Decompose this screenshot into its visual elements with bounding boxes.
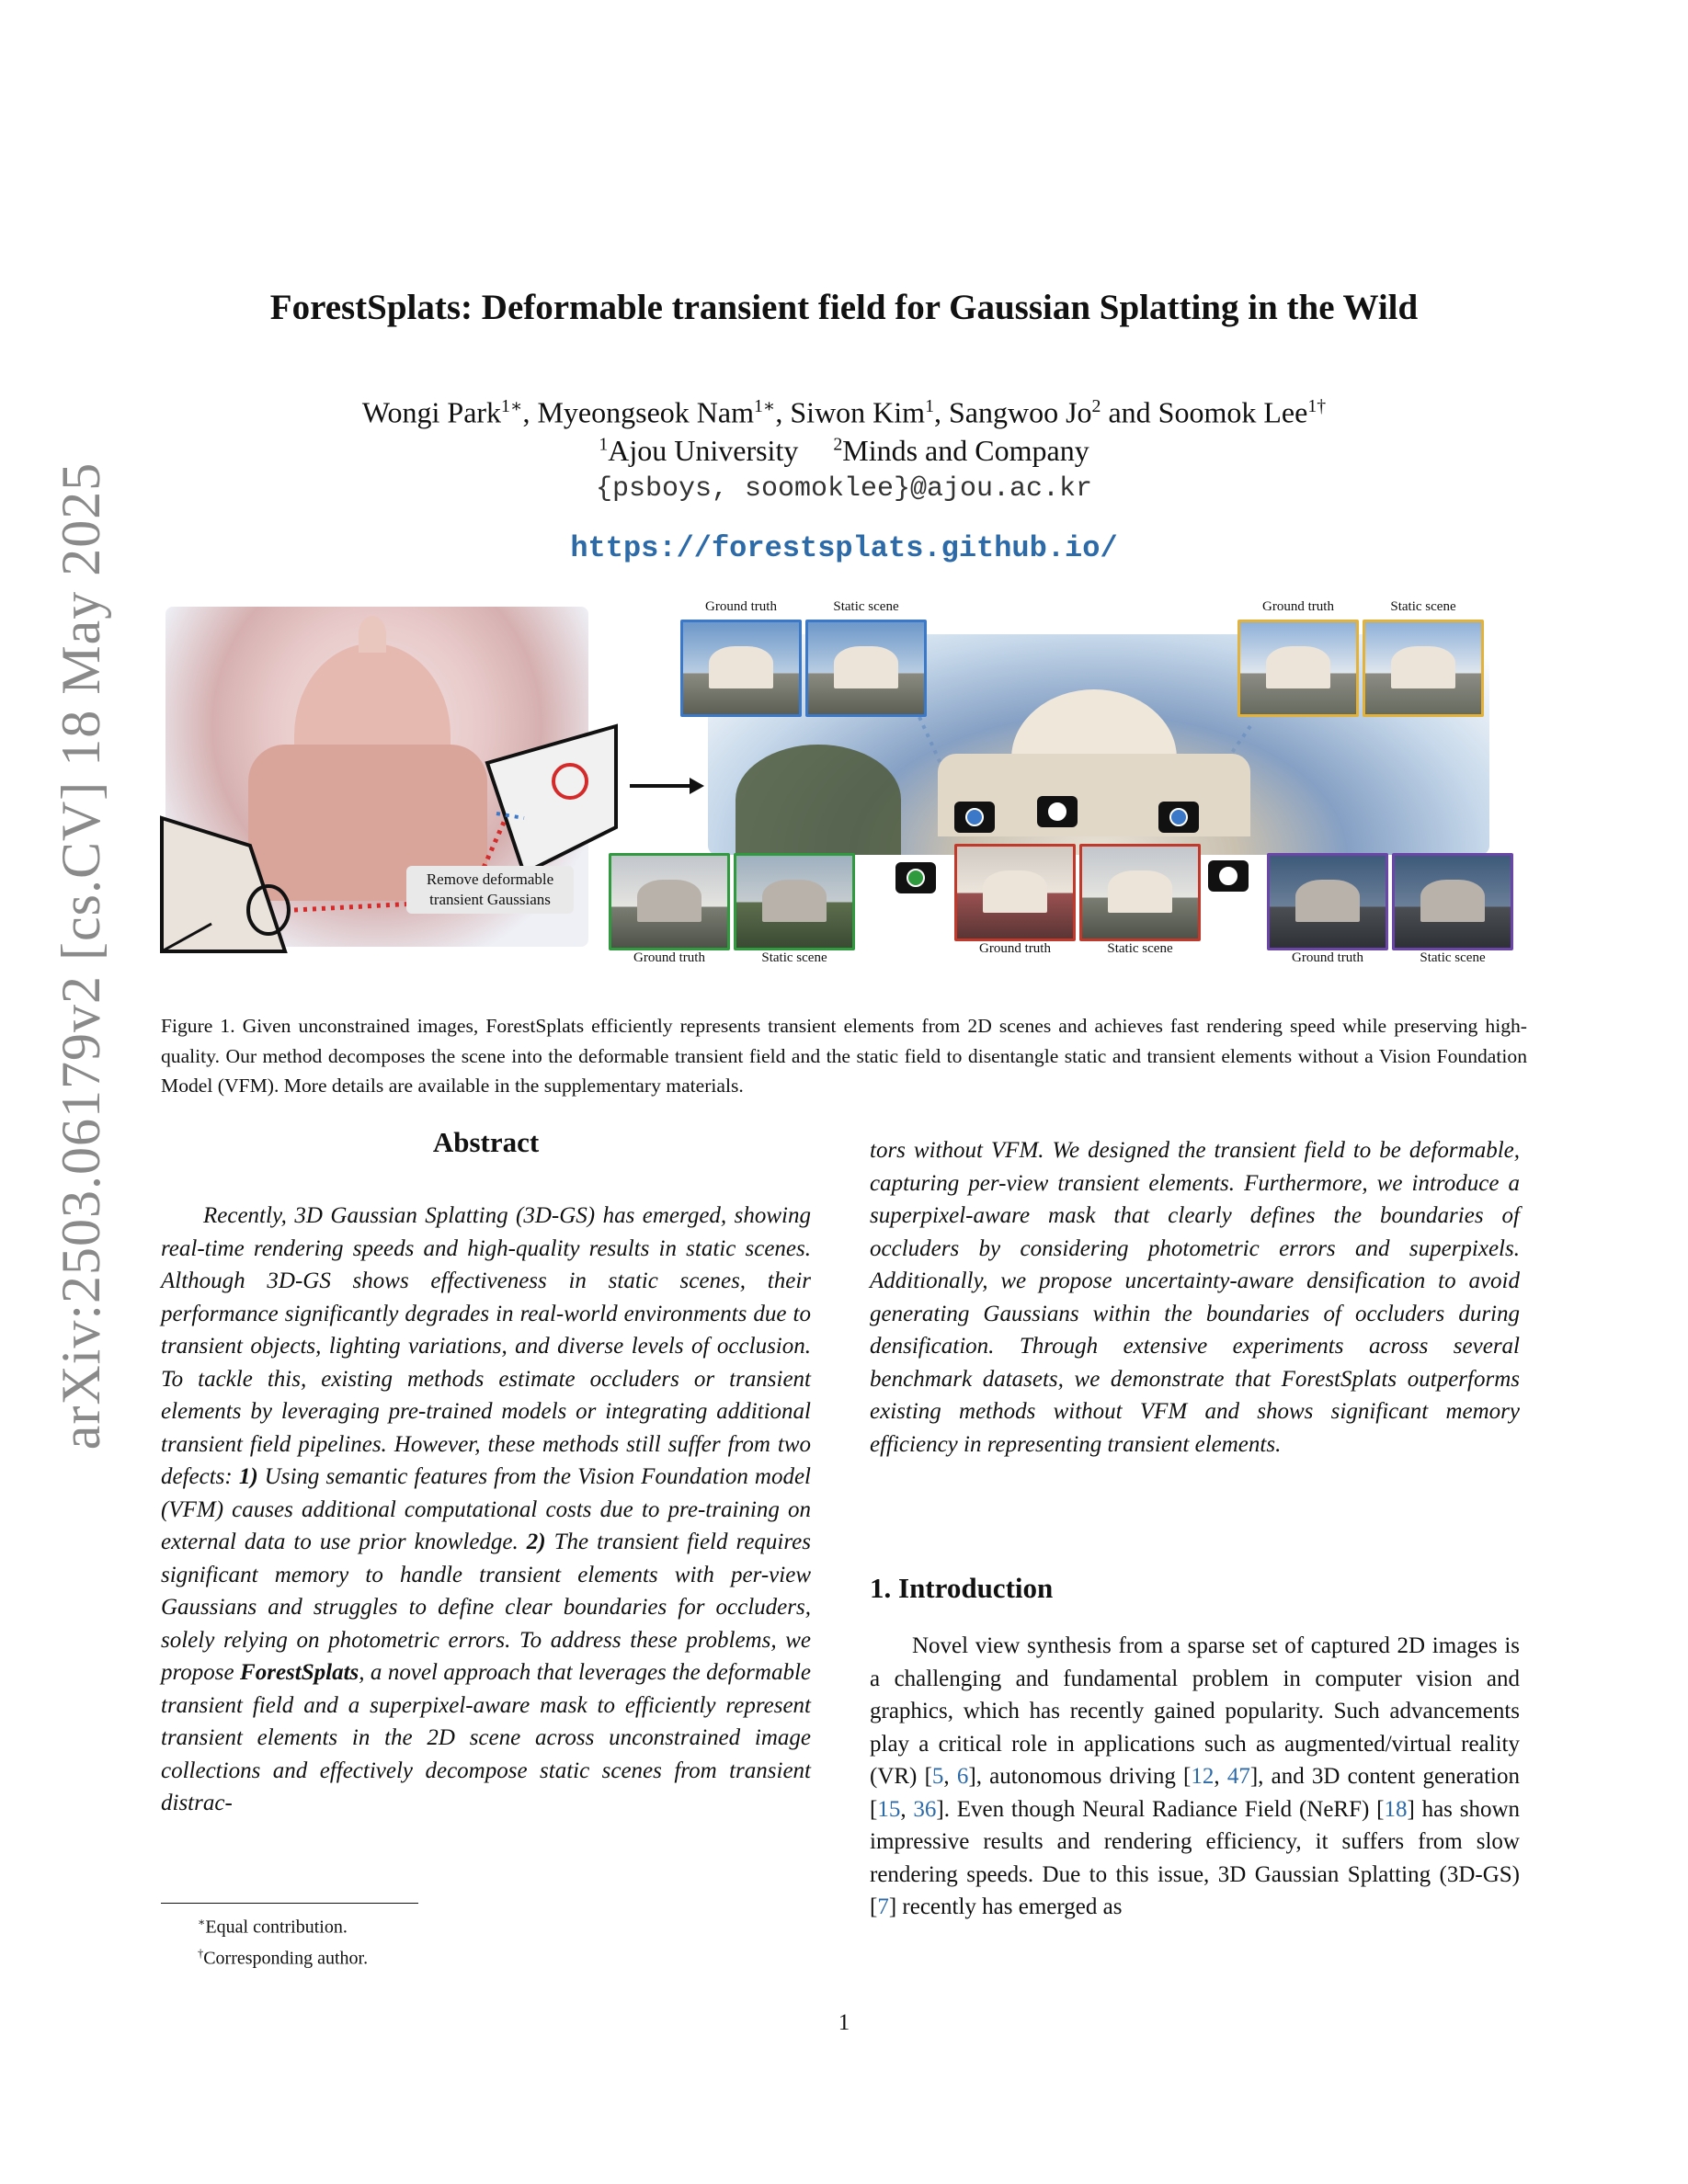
affiliation: Minds and Company [842,434,1089,467]
citation-link[interactable]: 47 [1226,1764,1250,1789]
affil-sup: 2 [833,434,843,455]
affiliations [0,434,1688,468]
citation-link[interactable]: 18 [1384,1796,1408,1822]
author-sup: 1† [1307,396,1327,416]
author-list: Wongi Park$^{1∗}$, Myeongseok Nam$^{1∗}$, Siwon Kim$^1$, Sangwoo Jo$^2$ and Soomok Lee$^{1\dagger}$ [361,395,1327,429]
section-heading-introduction: 1. Introduction [870,1572,1054,1604]
caption-ground-truth: Ground truth [1292,950,1363,965]
caption-static-scene: Static scene [761,950,827,965]
caption-ground-truth: Ground truth [1262,599,1334,614]
caption-static-scene: Static scene [1420,950,1486,965]
camera-icon [1158,802,1199,833]
author-sup: 1∗ [753,396,776,416]
email: {psboys, soomoklee}@ajou.ac.kr [595,473,1093,505]
figure-caption: Figure 1. Given unconstrained images, ForestSplats efficiently represents transient elements from 2D scenes and achieves fast rendering speed while preserving high-quality. Our method decomposes the scene into the deformable transient field and the static field to disentangle static and transient elements without a Vision Foundation Model (VFM). More details are available in the supplementary materials. [161,1015,1527,1097]
author: Soomok Lee [1158,395,1308,429]
ground-truth-thumbnail [954,844,1076,941]
project-url-link[interactable]: https://forestsplats.github.io/ [570,531,1118,565]
page-number: 1 [838,2010,850,2035]
teaser-figure [156,597,1535,984]
citation-link[interactable]: 6 [956,1764,969,1789]
camera-icon [954,802,995,833]
affiliation: Ajou University [608,434,799,467]
caption-ground-truth: Ground truth [633,950,705,965]
author-sup: 2 [1091,396,1101,416]
footnote-divider [161,1903,418,1904]
caption-ground-truth: Ground truth [979,941,1051,956]
citation-link[interactable]: 15 [877,1796,901,1822]
author-sup: 1∗ [501,396,523,416]
abstract-body-continued: tors without VFM. We designed the transient field to be deformable, capturing per-view transient elements. Furthermore, we introduce a superpixel-aware mask that clearly defines the boundaries of occluders by considering photometric errors and superpixels. Additionally, we propose uncertainty-aware densification to avoid generating Gaussians within the boundaries of occluders during densification. Through extensive experiments across several benchmark datasets, we demonstrate that ForestSplats outperforms existing methods without VFM and shows significant memory efficiency in representing transient elements. [870,1138,1520,1457]
author: Wongi Park [361,395,502,429]
citation-link[interactable]: 12 [1191,1764,1215,1789]
citation-link[interactable]: 5 [931,1764,944,1789]
abstract-heading: Abstract [432,1126,540,1158]
caption-static-scene: Static scene [1390,599,1456,614]
abstract-body: Recently, 3D Gaussian Splatting (3D-GS) has emerged, showing real-time rendering speeds and high-quality results in static scenes. Although 3D-GS shows effectiveness in static scenes, their performance significantly degrades in real-world environments due to transient objects, lighting variations, and diverse levels of occlusion. To tackle this, existing methods estimate occluders or transient elements by leveraging pre-trained models or integrating additional transient field pipelines. However, these methods still suffer from two defects: 1) Using semantic features from the Vision Foundation model (VFM) causes additional computational costs due to pre-training on external data to use prior knowledge. 2) The transient field requires significant memory to handle transient elements with per-view Gaussians and struggles to define clear boundaries for occluders, solely relying on photometric errors. To address these problems, we propose ForestSplats, a novel approach that leverages the deformable transient field and a superpixel-aware mask to efficiently represent transient elements in the 2D scene across unconstrained image collections and effectively decompose static scenes from transient distrac- [161,1203,812,1815]
caption-static-scene: Static scene [1107,941,1173,956]
author: Myeongseok Nam [537,395,754,429]
remove-label: Remove deformable transient Gaussians [406,866,574,914]
affil-sup: 1 [599,434,609,455]
author-sup: 1 [925,396,934,416]
ground-truth-thumbnail [609,853,730,950]
citation-link[interactable]: 36 [913,1796,937,1822]
static-scene-thumbnail [805,620,927,717]
camera-icon [1208,860,1249,892]
footnote: †Corresponding author. [198,1946,369,1969]
static-scene-thumbnail [1363,620,1484,717]
static-scene-thumbnail [1392,853,1513,950]
footnote: ∗Equal contribution. [198,1916,348,1938]
caption-static-scene: Static scene [833,599,899,614]
citation-link[interactable]: 7 [877,1894,889,1919]
introduction-body: Novel view synthesis from a sparse set of captured 2D images is a challenging and fundamental problem in computer vision and graphics, which has recently gained popularity. Such advancements play a critical role in applications such as augmented/virtual reality (VR) [5, 6], autonomous driving [12, 47], and 3D content generation [15, 36]. Even though Neural Radiance Field (NeRF) [18] has shown impressive results and rendering efficiency, it suffers from slow rendering speeds. Due to this issue, 3D Gaussian Splatting (3D-GS) [7] recently has emerged as [870,1633,1520,1919]
author: Sangwoo Jo [948,395,1092,429]
footnotes [198,1909,368,1971]
ground-truth-thumbnail [1237,620,1359,717]
author: Siwon Kim [790,395,926,429]
camera-icon [895,862,936,893]
paper-title: ForestSplats: Deformable transient field for Gaussian Splatting in the Wild [269,288,1419,327]
static-scene-thumbnail [734,853,855,950]
ground-truth-thumbnail [1267,853,1388,950]
caption-ground-truth: Ground truth [705,599,777,614]
static-scene-thumbnail [1079,844,1201,941]
arxiv-stamp: arXiv:2503.06179v2 [cs.CV] 18 May 2025 [51,461,111,1450]
camera-icon [1037,796,1078,827]
ground-truth-thumbnail [680,620,802,717]
